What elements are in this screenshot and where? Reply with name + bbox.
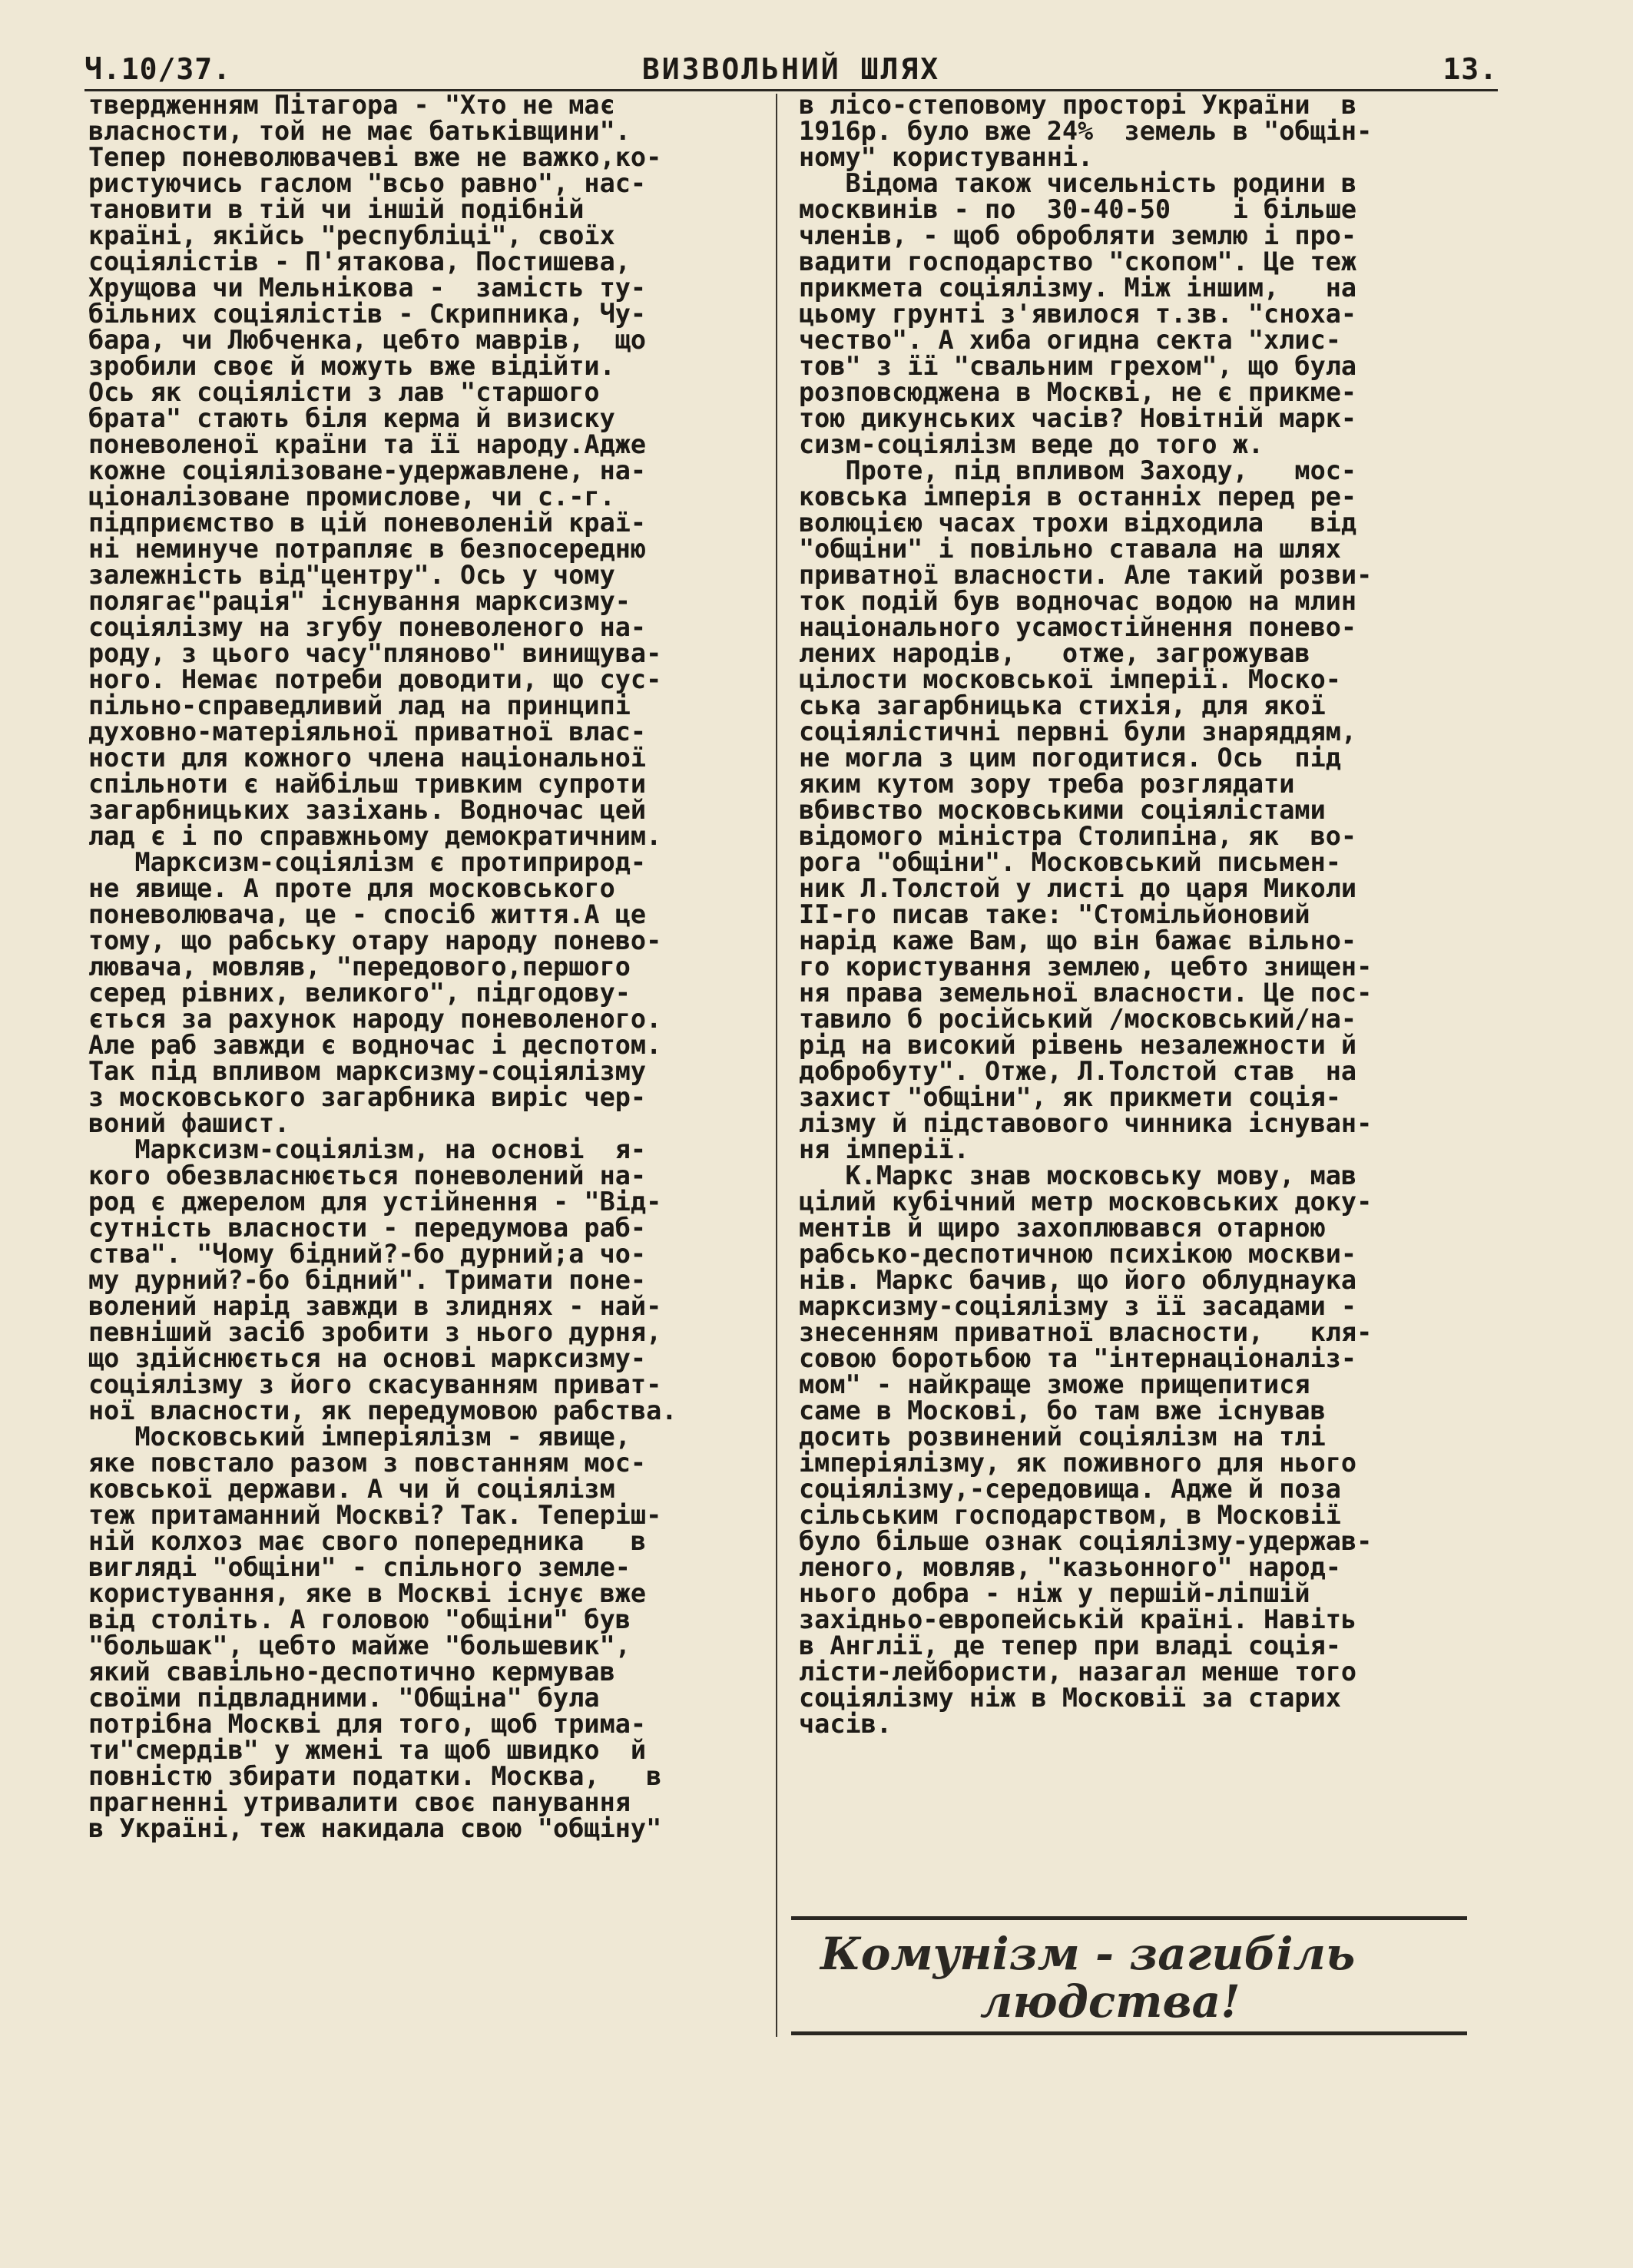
text-line: Ось як соціялісти з лав "старшого <box>88 377 600 407</box>
text-line: соціялізму,-середовища. Адже й поза <box>799 1474 1341 1504</box>
text-line: поневоленої країни та її народу.Адже <box>88 429 647 459</box>
text-line: цілий кубічний метр московських доку- <box>799 1187 1373 1217</box>
text-line: лізму й підставового чинника існуван- <box>799 1108 1373 1138</box>
issue-number: Ч.10/37. <box>84 52 232 86</box>
text-line: саме в Москові, бо там вже існував <box>799 1396 1326 1425</box>
text-line: ні неминуче потрапляє в безпосередню <box>88 534 647 564</box>
text-line: лад є і по справжньому демократичним. <box>88 821 662 851</box>
text-line: ковської держави. А чи й соціялізм <box>88 1474 615 1504</box>
text-line: II-го писав таке: "Стомільйоновий <box>799 899 1310 929</box>
text-line: повністю збирати податки. Москва, в <box>88 1761 662 1791</box>
text-line: ток подій був водночас водою на млин <box>799 586 1357 616</box>
text-line: вигляді "общіни" - спільного земле- <box>88 1552 631 1582</box>
text-line: залежність від"центру". Ось у чому <box>88 560 615 590</box>
text-line: з московського загарбника виріс чер- <box>88 1082 647 1112</box>
text-line: ної власности, як передумовою рабства. <box>88 1396 677 1425</box>
text-line: певніший засіб зробити з нього дурня, <box>88 1317 662 1347</box>
text-line: кожне соціялізоване-удержавлене, на- <box>88 455 647 485</box>
text-line: совою боротьбою та "інтернаціоналіз- <box>799 1343 1357 1373</box>
text-line: прикмета соціялізму. Між іншим, на <box>799 273 1357 303</box>
left-text-column <box>88 92 749 1842</box>
text-line: ська загарбницька стихія, для якої <box>799 690 1326 720</box>
text-line: зробили своє й можуть вже відійти. <box>88 351 615 381</box>
text-line: нів. Маркс бачив, що його облуднаука <box>799 1265 1357 1295</box>
right-text-column <box>799 92 1467 1737</box>
text-line: Проте, під впливом Заходу, мос- <box>799 455 1357 485</box>
text-line: воний фашист. <box>88 1108 290 1138</box>
text-line: розповсюджена в Москві, не є прикме- <box>799 377 1357 407</box>
text-line: твердженням Пітагора - "Хто не має <box>88 90 615 120</box>
text-line: цілости московської імперії. Моско- <box>799 664 1341 694</box>
text-line: не явище. А проте для московського <box>88 873 615 903</box>
text-line: москвинів - по 30-40-50 і більше <box>799 194 1357 224</box>
text-line: знесенням приватної власности, кля- <box>799 1317 1373 1347</box>
text-line: яке повстало разом з повстанням мос- <box>88 1448 647 1478</box>
page-header <box>84 51 1498 91</box>
text-line: пільно-справедливий лад на принципі <box>88 690 631 720</box>
text-line: більних соціялістів - Скрипника, Чу- <box>88 299 647 329</box>
text-line: потрібна Москві для того, щоб трима- <box>88 1709 647 1739</box>
text-line: членів, - щоб обробляти землю і про- <box>799 220 1357 250</box>
text-line: загарбницьких зазіхань. Водночас цей <box>88 795 647 825</box>
text-line: Хрущова чи Мельнікова - замість ту- <box>88 273 647 303</box>
text-line: го користування землею, цебто знищен- <box>799 952 1373 982</box>
text-line: власности, той не має батьківщини". <box>88 116 631 146</box>
text-line: ментів й щиро захоплювався отарною <box>799 1213 1326 1243</box>
text-line: в Україні, теж накидала свою "общіну" <box>88 1813 662 1843</box>
text-line: країні, якійсь "республіці", своїх <box>88 220 615 250</box>
text-line: від століть. А головою "общіни" був <box>88 1604 631 1634</box>
text-line: соціялістів - П'ятакова, Постишева, <box>88 247 631 276</box>
text-line: сизм-соціялізм веде до того ж. <box>799 429 1264 459</box>
text-line: "большак", цебто майже "большевик", <box>88 1631 631 1660</box>
text-line: род є джерелом для устійнення - "Від- <box>88 1187 662 1217</box>
text-line: рога "общіни". Московський письмен- <box>799 847 1341 877</box>
text-line: що здійснюється на основі марксизму- <box>88 1343 647 1373</box>
text-line: приватної власности. Але такий розви- <box>799 560 1373 590</box>
text-line: підприємство в цій поневоленій краї- <box>88 508 647 538</box>
text-line: добробуту". Отже, Л.Толстой став на <box>799 1056 1357 1086</box>
text-line: тою дикунських часів? Новітній марк- <box>799 403 1357 433</box>
text-line: було більше ознак соціялізму-удержав- <box>799 1526 1373 1556</box>
text-line: ціоналізоване промислове, чи с.-г. <box>88 482 615 512</box>
text-line: сутність власности - передумова раб- <box>88 1213 647 1243</box>
publication-title: ВИЗВОЛЬНИЙ ШЛЯХ <box>641 52 941 86</box>
slogan-box <box>791 1916 1467 2035</box>
text-line: лювача, мовляв, "передового,першого <box>88 952 631 982</box>
text-line: ного. Немає потреби доводити, що сус- <box>88 664 662 694</box>
text-line: полягає"рація" існування марксизму- <box>88 586 631 616</box>
text-line: часів. <box>799 1709 893 1739</box>
text-line: ня права земельної власности. Це пос- <box>799 978 1373 1008</box>
text-line: ник Л.Толстой у листі до царя Миколи <box>799 873 1357 903</box>
text-line: ному" користуванні. <box>799 142 1094 172</box>
text-line: імперіялізму, як поживного для нього <box>799 1448 1357 1478</box>
text-line: соціялізму на згубу поневоленого на- <box>88 612 647 642</box>
text-line: ства". "Чому бідний?-бо дурний;а чо- <box>88 1239 647 1269</box>
text-line: своїми підвладними. "Общіна" була <box>88 1683 600 1713</box>
text-line: роду, з цього часу"пляново" винищува- <box>88 638 662 668</box>
text-line: національного усамостійнення понево- <box>799 612 1357 642</box>
text-line: ности для кожного члена національної <box>88 743 647 773</box>
text-line: Так під впливом марксизму-соціялізму <box>88 1056 647 1086</box>
text-line: бара, чи Любченка, цебто маврів, що <box>88 325 647 355</box>
text-line: Але раб завжди є водночас і деспотом. <box>88 1030 662 1060</box>
text-line: в лісо-степовому просторі України в <box>799 90 1357 120</box>
text-line: леного, мовляв, "казьонного" народ- <box>799 1552 1341 1582</box>
text-line: ристуючись гаслом "всьо равно", нас- <box>88 168 647 198</box>
text-line: сільським господарством, в Московії <box>799 1500 1341 1530</box>
text-line: тому, що рабську отару народу поневo- <box>88 925 662 955</box>
text-line: Тепер поневолювачеві вже не важко,ко- <box>88 142 662 172</box>
text-line: Відома також чисельність родини в <box>799 168 1357 198</box>
text-line: тавило б російський /московський/на- <box>799 1004 1357 1034</box>
text-line: лених народів, отже, загрожував <box>799 638 1310 668</box>
text-line: му дурний?-бо бідний". Тримати поне- <box>88 1265 647 1295</box>
text-line: яким кутом зору треба розглядати <box>799 769 1295 799</box>
text-line: користування, яке в Москві існує вже <box>88 1578 647 1608</box>
text-line: нарід каже Вам, що він бажає вільно- <box>799 925 1357 955</box>
text-line: ковська імперія в останніх перед ре- <box>799 482 1357 512</box>
text-line: рабсько-деспотичною психікою москви- <box>799 1239 1357 1269</box>
text-line: чество". А хиба огидна секта "хлис- <box>799 325 1341 355</box>
text-line: соціялізму з його скасуванням приват- <box>88 1369 662 1399</box>
text-line: захист "общіни", як прикмети соція- <box>799 1082 1341 1112</box>
text-line: брата" стають біля керма й визиску <box>88 403 615 433</box>
text-line: який свавільно-деспотично кермував <box>88 1657 615 1687</box>
text-line: лісти-лейбористи, назагал менше того <box>799 1657 1357 1687</box>
text-line: поневолювача, це - спосіб життя.А це <box>88 899 647 929</box>
text-line: К.Маркс знав московську мову, мав <box>799 1160 1357 1190</box>
text-line: серед рівних, великого", підгодову- <box>88 978 631 1008</box>
text-line: "общіни" і повільно ставала на шлях <box>799 534 1341 564</box>
text-line: західньо-европейській країні. Навіть <box>799 1604 1357 1634</box>
text-line: кого обезвласнюється поневолений на- <box>88 1160 647 1190</box>
text-line: 1916р. було вже 24% земель в "общін- <box>799 116 1373 146</box>
text-line: спільноти є найбільш тривким супроти <box>88 769 647 799</box>
text-line: рід на високий рівень незалежности й <box>799 1030 1357 1060</box>
text-line: цьому грунті з'явилося т.зв. "снохa- <box>799 299 1357 329</box>
text-line: ється за рахунок народу поневоленого. <box>88 1004 662 1034</box>
text-line: марксизму-соціялізму з її засадами - <box>799 1291 1357 1321</box>
column-divider <box>776 94 777 2037</box>
text-line: волений нарід завжди в злиднях - най- <box>88 1291 662 1321</box>
text-line: соціялізму ніж в Московії за старих <box>799 1683 1341 1713</box>
text-line: вбивство московськими соціялістами <box>799 795 1326 825</box>
text-line: прагненні утривалити своє панування <box>88 1787 631 1817</box>
text-line: мом" - найкраще зможе прищепитися <box>799 1369 1310 1399</box>
text-line: Марксизм-соціялізм, на основі я- <box>88 1134 647 1164</box>
text-line: волюцією часах трохи відходила від <box>799 508 1357 538</box>
text-line: вадити господарство "скопом". Це теж <box>799 247 1357 276</box>
text-line: Московський імперіялізм - явище, <box>88 1422 631 1452</box>
text-line: духовно-матеріяльної приватної влас- <box>88 717 647 747</box>
text-line: відомого міністра Столипіна, як во- <box>799 821 1357 851</box>
text-line: Марксизм-соціялізм є протиприрод- <box>88 847 647 877</box>
text-line: нього добра - ніж у першій-ліпшій <box>799 1578 1310 1608</box>
slogan-line-2: людства! <box>980 1975 1240 2028</box>
text-line: досить розвинений соціялізм на тлі <box>799 1422 1326 1452</box>
page-number: 13. <box>1443 52 1498 86</box>
slogan-line-1: Комунізм - загибіль <box>820 1928 1356 1980</box>
text-line: теж притаманний Москві? Так. Теперіш- <box>88 1500 662 1530</box>
text-line: ній колхоз має свого попередника в <box>88 1526 647 1556</box>
text-line: тов" з її "свальним грехом", що була <box>799 351 1357 381</box>
text-line: не могла з цим погодитися. Ось під <box>799 743 1341 773</box>
text-line: в Англії, де тепер при владі соція- <box>799 1631 1341 1660</box>
text-line: ти"смердів" у жмені та щоб швидко й <box>88 1735 647 1765</box>
text-line: тановити в тій чи іншій подібній <box>88 194 585 224</box>
text-line: ня імперії. <box>799 1134 969 1164</box>
text-line: соціялістичні первні були знаряддям, <box>799 717 1357 747</box>
